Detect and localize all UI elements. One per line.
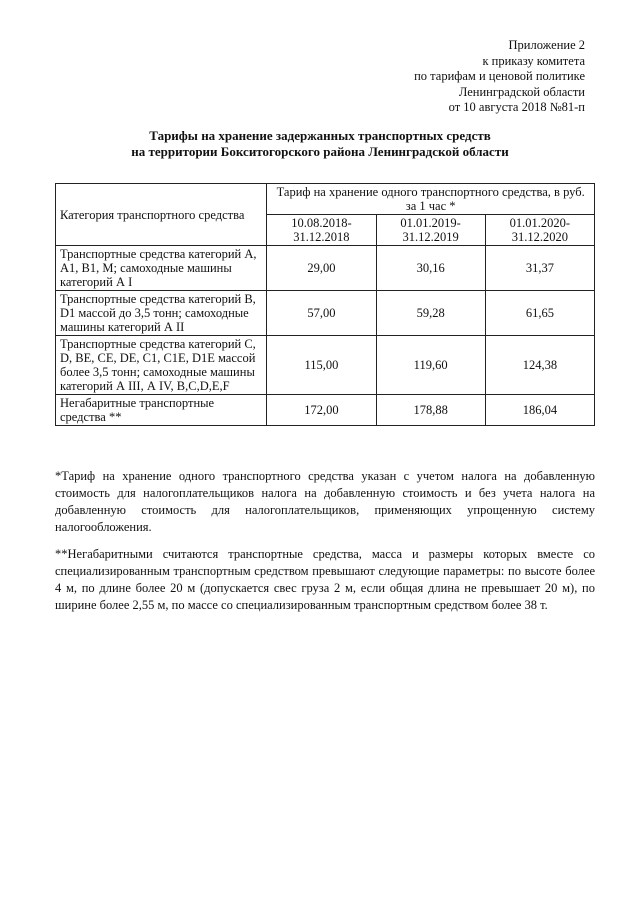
footnote-oversized: **Негабаритными считаются транспортные средства, масса и размеры которых вместе со специализированным транспортным средством превышают следующие параметры: по высоте более 4 м, по длине более 20 м (допускается свес груза 2 м, если общая длина не превышает 20 м), по ширине более 2,55 м, по массе со специализированным транспортным средством более 38 т. — [55, 547, 595, 612]
value-cell: 61,65 — [485, 291, 594, 336]
value-cell: 29,00 — [267, 246, 376, 291]
category-cell: Транспортные средства категорий A, A1, B1, M; самоходные машины категорий А I — [56, 246, 267, 291]
tariff-table — [55, 183, 595, 426]
value-cell: 30,16 — [376, 246, 485, 291]
table-row — [56, 395, 595, 426]
appendix-line: к приказу комитета — [482, 53, 585, 68]
category-cell: Транспортные средства категорий C, D, BE, CE, DE, C1, C1E, D1E массой более 3,5 тонн; самоходные машины категорий А III, А IV, B,C,D,E,F — [56, 336, 267, 395]
value-cell: 172,00 — [267, 395, 376, 426]
appendix-line: от 10 августа 2018 №81-п — [448, 100, 585, 114]
value-cell: 178,88 — [376, 395, 485, 426]
period-header: 01.01.2019-31.12.2019 — [376, 215, 485, 246]
value-cell: 124,38 — [485, 336, 594, 395]
appendix-line: Ленинградской области — [458, 84, 585, 99]
appendix-line: Приложение 2 — [508, 38, 585, 52]
appendix-line: по тарифам и ценовой политике — [414, 69, 585, 83]
appendix-block — [285, 38, 585, 116]
category-cell: Транспортные средства категорий B, D1 массой до 3,5 тонн; самоходные машины категорий А II — [56, 291, 267, 336]
title-line: Тарифы на хранение задержанных транспортных средств — [149, 128, 491, 143]
value-cell: 186,04 — [485, 395, 594, 426]
period-header: 01.01.2020-31.12.2020 — [485, 215, 594, 246]
value-cell: 31,37 — [485, 246, 594, 291]
title-line: на территории Бокситогорского района Ленинградской области — [131, 143, 509, 159]
table-row — [56, 336, 595, 395]
table-row — [56, 246, 595, 291]
document-title — [0, 128, 640, 159]
value-cell: 59,28 — [376, 291, 485, 336]
tariff-header: Тариф на хранение одного транспортного средства, в руб. за 1 час * — [267, 184, 595, 215]
footnote-vat: *Тариф на хранение одного транспортного средства указан с учетом налога на добавленную стоимость для налогоплательщиков налога на добавленную стоимость и без учета налога на добавленную стоимость для налогоплательщиков, применяющих упрощенную систему налогообложения. — [55, 469, 595, 534]
value-cell: 115,00 — [267, 336, 376, 395]
table-header-row — [56, 184, 595, 215]
value-cell: 57,00 — [267, 291, 376, 336]
category-cell: Негабаритные транспортные средства ** — [56, 395, 267, 426]
period-header: 10.08.2018-31.12.2018 — [267, 215, 376, 246]
category-header: Категория транспортного средства — [56, 184, 267, 246]
table-row — [56, 291, 595, 336]
value-cell: 119,60 — [376, 336, 485, 395]
